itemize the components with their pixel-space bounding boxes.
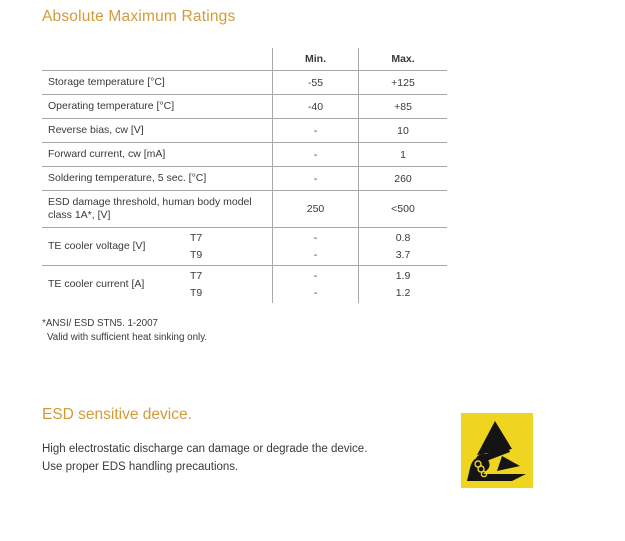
row-label: Soldering temperature, 5 sec. [°C] xyxy=(48,172,207,184)
row-label: Operating temperature [°C] xyxy=(48,100,175,112)
esd-section-title: ESD sensitive device. xyxy=(42,406,192,423)
footnotes xyxy=(42,317,207,345)
row-min: 250 xyxy=(272,191,358,227)
row-min: - xyxy=(272,143,358,166)
row-min: - - xyxy=(272,266,358,303)
row-max: +125 xyxy=(358,71,447,94)
row-label-text: TE cooler voltage [V] xyxy=(48,240,146,252)
table-header-row xyxy=(42,48,447,71)
footnote-standard: *ANSI/ ESD STN5. 1-2007 xyxy=(42,318,158,329)
esd-body-line: Use proper EDS handling precautions. xyxy=(42,461,239,473)
footnote-heatsink: Valid with sufficient heat sinking only. xyxy=(47,332,208,343)
header-label-cell xyxy=(42,48,272,70)
row-min: -40 xyxy=(272,95,358,118)
row-label: Reverse bias, cw [V] xyxy=(48,124,144,136)
table-row xyxy=(42,71,447,95)
row-label: Forward current, cw [mA] xyxy=(48,148,166,160)
row-max: 1.9 1.2 xyxy=(358,266,447,303)
table-row xyxy=(42,95,447,119)
table-row xyxy=(42,266,447,303)
row-max: 260 xyxy=(358,167,447,190)
row-min: - xyxy=(272,119,358,142)
row-min: -55 xyxy=(272,71,358,94)
row-min: - - xyxy=(272,228,358,265)
table-row xyxy=(42,119,447,143)
row-label xyxy=(42,266,272,303)
row-variants: T7 T9 xyxy=(190,269,203,299)
row-max: +85 xyxy=(358,95,447,118)
table-row xyxy=(42,191,447,228)
page-title: Absolute Maximum Ratings xyxy=(42,8,236,25)
row-min: - xyxy=(272,167,358,190)
esd-warning-icon xyxy=(461,413,533,488)
row-label xyxy=(42,228,272,265)
table-row xyxy=(42,143,447,167)
ratings-table xyxy=(42,48,447,303)
esd-section-body xyxy=(42,440,367,476)
row-label: ESD damage threshold, human body model class 1A*, [V] xyxy=(48,196,252,221)
header-min: Min. xyxy=(272,48,358,70)
header-max: Max. xyxy=(358,48,447,70)
row-label-text: TE cooler current [A] xyxy=(48,278,145,290)
esd-body-line: High electrostatic discharge can damage or degrade the device. xyxy=(42,443,368,455)
row-max: 0.8 3.7 xyxy=(358,228,447,265)
row-max: <500 xyxy=(358,191,447,227)
row-label: Storage temperature [°C] xyxy=(48,76,165,88)
row-variants: T7 T9 xyxy=(190,231,203,261)
row-max: 1 xyxy=(358,143,447,166)
table-row xyxy=(42,228,447,266)
row-max: 10 xyxy=(358,119,447,142)
table-row xyxy=(42,167,447,191)
